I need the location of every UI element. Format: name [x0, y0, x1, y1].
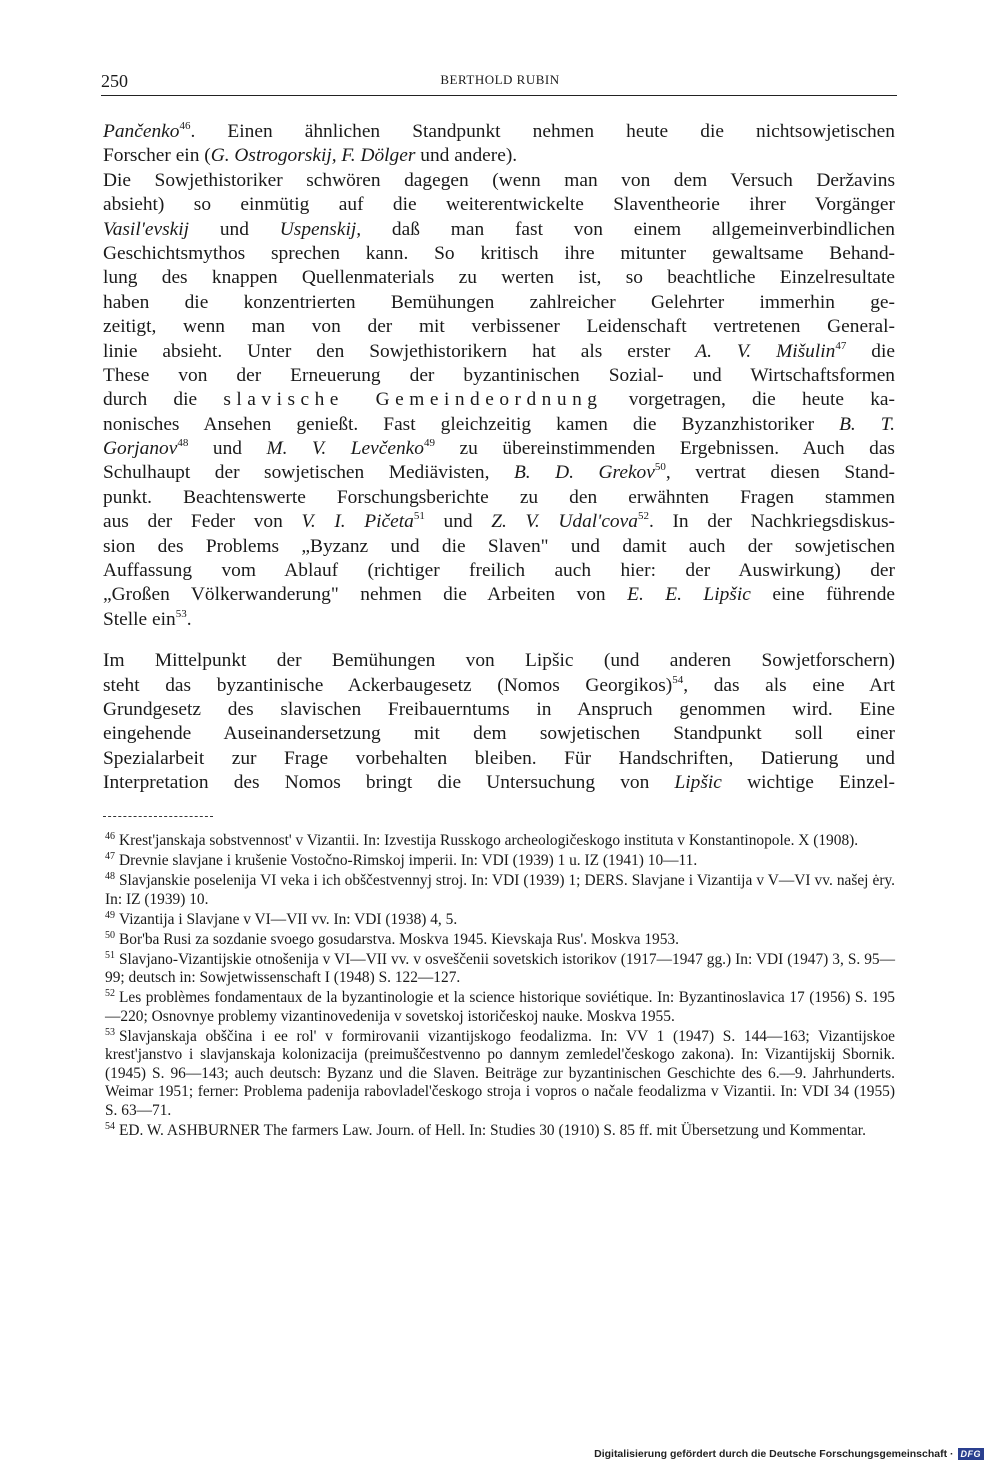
- footnote-number: 50: [105, 929, 115, 941]
- text-line: durch die slavische Gemeindeordnung vorgetragen, die heute ka-: [103, 389, 895, 411]
- text-line: Pančenko$^{46}$. Einen ähnlichen Standpunkt nehmen heute die nichtsowjetischen: [103, 120, 895, 142]
- text-line: aus der Feder von V. I. Pičeta$^{51}$ und Z. V. Udal'cova$^{52}$. In der Nachkriegsdiskus-: [103, 510, 895, 533]
- digitization-credit: [594, 1448, 984, 1460]
- footnote-ref[interactable]: 48: [177, 437, 189, 450]
- text-line: Spezialarbeit zur Frage vorbehalten bleiben. Für Handschriften, Datierung und: [103, 747, 895, 769]
- footnote-number: 52: [105, 988, 115, 1000]
- footnotes: [105, 832, 895, 1142]
- footnote-number: 46: [105, 831, 115, 842]
- footnote-ref[interactable]: 49: [423, 437, 435, 450]
- text-line: linie absieht. Unter den Sowjethistorikern hat als erster A. V. Mišulin$^{47}$ die: [103, 339, 895, 362]
- text-line: steht das byzantinische Ackerbaugesetz (Nomos Georgikos)$^{54}$, das als eine Art: [103, 673, 895, 696]
- footnote: $^{52}$ Les problèmes fondamentaux de la byzantinologie et la science historique soviétique. In: Byzantinoslavica 17 (1956) S. 195—220; Osnovnye problemy vizantinovedenija v sovetskoj istoričeskoj nauke. Moskva 1955.: [105, 988, 895, 1025]
- text-line: Vasil'evskij und Uspenskij, daß man fast von einem allgemeinverbindlichen: [103, 218, 896, 240]
- footnote: $^{49}$ Vizantija i Slavjane v VI—VII vv. In: VDI (1938) 4, 5.: [105, 909, 458, 928]
- footnote: $^{51}$ Slavjano-Vizantijskie otnošenija v VI—VII vv. v osveščenii sovetskich istorikov (1917—1947 gg.) In: VDI (1947) 3, S. 95—99; deutsch in: Sowjetwissenschaft I (1948) S. 122—127.: [105, 949, 895, 987]
- credit-text: Digitalisierung gefördert durch die Deutsche Forschungsgemeinschaft ·: [594, 1448, 954, 1460]
- text-line: Grundgesetz des slavischen Freibauerntums in Anspruch genommen wird. Eine: [103, 698, 895, 720]
- body-text: [103, 120, 895, 796]
- text-line: absieht) so einmütig auf die weiterentwickelte Slaventheorie ihrer Vorgänger: [103, 194, 895, 216]
- footnote-separator: [103, 816, 213, 817]
- footnote-number: 49: [105, 909, 115, 921]
- dfg-logo: DFG: [958, 1448, 985, 1460]
- text-line: Geschichtsmythos sprechen kann. So kritisch ihre mitunter gewaltsame Behand-: [103, 242, 895, 264]
- footnote-ref[interactable]: 46: [179, 120, 191, 132]
- footnote-ref[interactable]: 50: [654, 461, 666, 474]
- text-line: These von der Erneuerung der byzantinischen Sozial- und Wirtschaftsformen: [103, 364, 895, 386]
- footnote-ref[interactable]: 51: [413, 510, 425, 523]
- spaced-emphasis: slavische Gemeindeordnung: [223, 389, 603, 411]
- footnote: $^{46}$ Krest'janskaja sobstvennost' v Vizantii. In: Izvestija Russkogo archeologičeskogo instituta v Konstantinopole. X (1908).: [105, 831, 859, 849]
- footnote-number: 54: [105, 1121, 115, 1133]
- footnote-ref[interactable]: 54: [672, 673, 684, 686]
- footnote-number: 48: [105, 870, 115, 882]
- footnote: $^{47}$ Drevnie slavjane i krušenie Vostočno-Rimskoj imperii. In: VDI (1939) 1 u. IZ (1941) 10—11.: [105, 850, 698, 869]
- footnote-ref[interactable]: 47: [835, 339, 847, 352]
- text-line: Interpretation des Nomos bringt die Untersuchung von Lipšic wichtige Einzel-: [103, 772, 896, 794]
- footnote-number: 47: [105, 850, 115, 862]
- text-line: Forscher ein (G. Ostrogorskij, F. Dölger und andere).: [103, 145, 518, 167]
- text-line: Schulhaupt der sowjetischen Mediävisten, B. D. Grekov$^{50}$, vertrat diesen Stand-: [103, 461, 896, 484]
- text-line: lung des knappen Quellenmaterials zu werten ist, so beachtliche Einzelresultate: [103, 267, 895, 289]
- text-line: Auffassung vom Ablauf (richtiger freilich auch hier: der Auswirkung) der: [103, 560, 895, 582]
- footnote-ref[interactable]: 53: [175, 607, 187, 620]
- footnote: $^{53}$ Slavjanskaja obščina i ee rol' v formirovanii vizantijskogo feodalizma. In: VV 1 (1947) S. 144—163; Vizantijskoe krest'janstvo i slavjanskaja kolonizacija (preimuščestvenno po dannym zemledel'českogo zakona). In: Vizantijskij Sbornik. (1945) S. 96—143; auch deutsch: Byzanz und die Slaven. Beiträge zur byzantinischen Geschichte des 6.—9. Jahrhunderts. Weimar 1951; ferner: Problema padenija rabovladel'českogo stroja i vopros o načale feodalizma v Vizantii. In: VDI 34 (1955) S. 63—71.: [105, 1026, 895, 1120]
- footnote: $^{50}$ Bor'ba Rusi za sozdanie svoego gosudarstva. Moskva 1945. Kievskaja Rus'. Moskva 1953.: [105, 929, 679, 948]
- footnote: $^{48}$ Slavjanskie poselenija VI veka i ich obščestvennyj stroj. In: VDI (1939) 1; DERS. Slavjane i Vizantija v V—VI vv. našej ėry. In: IZ (1939) 10.: [105, 870, 895, 908]
- running-head: BERTHOLD RUBIN: [440, 72, 560, 87]
- footnote-number: 53: [105, 1026, 115, 1038]
- text-line: Gorjanov$^{48}$ und M. V. Levčenko$^{49}$ zu übereinstimmenden Ergebnissen. Auch das: [103, 437, 895, 460]
- footnote-ref[interactable]: 52: [637, 510, 649, 523]
- text-line: zeitigt, wenn man von der mit verbissener Leidenschaft vertretenen General-: [103, 316, 895, 338]
- page-number: 250: [101, 71, 128, 91]
- footnote-number: 51: [105, 949, 115, 961]
- text-line: punkt. Beachtenswerte Forschungsberichte zu den erwähnten Fragen stammen: [103, 486, 895, 508]
- text-line: „Großen Völkerwanderung" nehmen die Arbeiten von E. E. Lipšic eine führende: [103, 584, 895, 606]
- text-line: Stelle ein$^{53}$.: [103, 607, 192, 630]
- text-line: nonisches Ansehen genießt. Fast gleichzeitig kamen die Byzanzhistoriker B. T.: [103, 413, 895, 435]
- header-rule: [101, 95, 897, 96]
- text-line: eingehende Auseinandersetzung mit dem sowjetischen Standpunkt soll einer: [103, 723, 895, 745]
- text-line: sion des Problems „Byzanz und die Slaven" und damit auch der sowjetischen: [103, 535, 895, 557]
- text-line: haben die konzentrierten Bemühungen zahlreicher Gelehrter immerhin ge-: [103, 291, 895, 313]
- text-line: Die Sowjethistoriker schwören dagegen (wenn man von dem Versuch Deržavins: [103, 169, 895, 191]
- text-line: Im Mittelpunkt der Bemühungen von Lipšic (und anderen Sowjetforschern): [103, 650, 895, 672]
- footnote: $^{54}$ ED. W. ASHBURNER The farmers Law. Journ. of Hell. In: Studies 30 (1910) S. 85 ff. mit Übersetzung und Kommentar.: [105, 1121, 866, 1140]
